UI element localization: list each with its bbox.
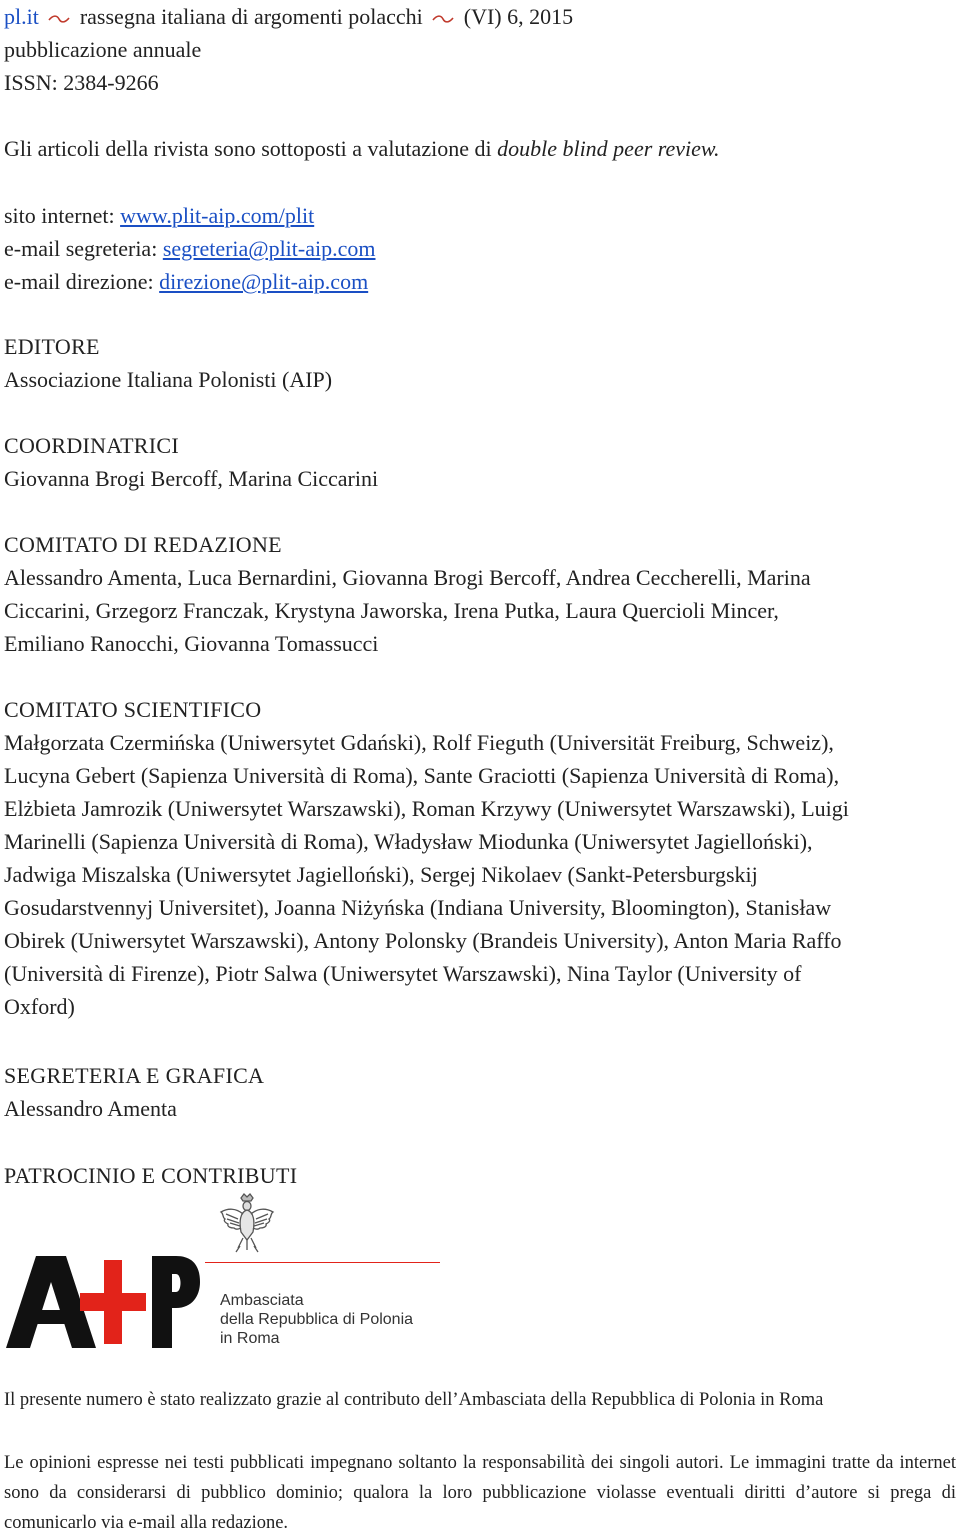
editorial-board-line: Ciccarini, Grzegorz Franczak, Krystyna Jaworska, Irena Putka, Laura Quercioli Mincer,	[4, 598, 779, 623]
scientific-board-line: Małgorzata Czermińska (Uniwersytet Gdański), Rolf Fieguth (Universität Freiburg, Schweiz),	[4, 730, 834, 755]
scientific-board-line: Marinelli (Sapienza Università di Roma), Władysław Miodunka (Uniwersytet Jagielloński),	[4, 829, 813, 854]
polish-eagle-emblem-icon	[218, 1192, 276, 1254]
scientific-board-line: Oxford)	[4, 994, 75, 1019]
scientific-board-line: Jadwiga Miszalska (Uniwersytet Jagielloński), Sergej Nikolaev (Sankt-Petersburgskij	[4, 862, 758, 887]
scientific-board-line: Lucyna Gebert (Sapienza Università di Roma), Sante Graciotti (Sapienza Università di Roma),	[4, 763, 840, 788]
section-title-redazione: COMITATO DI REDAZIONE	[4, 532, 282, 557]
peer-review-emphasis: double blind peer review.	[497, 136, 720, 161]
peer-review-note	[4, 132, 956, 165]
journal-issue: (VI) 6, 2015	[463, 4, 574, 29]
coordinators-names: Giovanna Brogi Bercoff, Marina Ciccarini	[4, 466, 379, 491]
peer-review-text: Gli articoli della rivista sono sottoposti a valutazione di	[4, 136, 492, 161]
scientific-board-line: (Università di Firenze), Piotr Salwa (Uniwersytet Warszawski), Nina Taylor (University of	[4, 961, 802, 986]
website-label: sito internet:	[4, 203, 115, 228]
secretary-email-line	[4, 232, 956, 265]
direction-email-line	[4, 265, 956, 298]
wave-ornament-icon	[48, 14, 70, 24]
journal-header-line	[4, 0, 956, 33]
embassy-logo-line: Ambasciata	[220, 1292, 304, 1309]
section-title-segreteria: SEGRETERIA E GRAFICA	[4, 1063, 265, 1088]
embassy-logo-line: della Repubblica di Polonia	[220, 1311, 414, 1328]
section-title-patrocinio: PATROCINIO E CONTRIBUTI	[4, 1163, 298, 1188]
journal-subtitle: rassegna italiana di argomenti polacchi	[79, 4, 423, 29]
secretary-email-label: e-mail segreteria:	[4, 236, 158, 261]
editorial-board-line: Alessandro Amenta, Luca Bernardini, Giovanna Brogi Bercoff, Andrea Ceccherelli, Marina	[4, 565, 811, 590]
section-title-scientifico: COMITATO SCIENTIFICO	[4, 697, 262, 722]
embassy-logo-line: in Roma	[220, 1330, 280, 1347]
publisher-name: Associazione Italiana Polonisti (AIP)	[4, 367, 333, 392]
editorial-board-line: Emiliano Ranocchi, Giovanna Tomassucci	[4, 631, 379, 656]
scientific-board-line: Obirek (Uniwersytet Warszawski), Antony Polonsky (Brandeis University), Anton Maria Raffo	[4, 928, 842, 953]
scientific-board-line: Elżbieta Jamrozik (Uniwersytet Warszawski), Roman Krzywy (Uniwersytet Warszawski), Luigi	[4, 796, 849, 821]
disclaimer: Le opinioni espresse nei testi pubblicati impegnano soltanto la responsabilità dei singoli autori. Le immagini tratte da internet sono da considerarsi di pubblico dominio; qualora la loro pubblicazione violasse eventuali diritti d’autore si prega di comunicarlo via e-mail alla redazione.	[4, 1453, 956, 1533]
website-link[interactable]: www.plit-aip.com/plit	[120, 203, 315, 228]
scientific-board-line: Gosudarstvennyj Universitet), Joanna Niżyńska (Indiana University, Bloomington), Stanisław	[4, 895, 832, 920]
wave-ornament-icon	[432, 14, 454, 24]
section-title-coordinatrici: COORDINATRICI	[4, 433, 180, 458]
aip-logo-icon	[6, 1256, 200, 1348]
secretary-email-link[interactable]: segreteria@plit-aip.com	[162, 236, 376, 261]
website-line	[4, 199, 956, 232]
contribution-note: Il presente numero è stato realizzato grazie al contributo dell’Ambasciata della Repubblica di Polonia in Roma	[4, 1390, 824, 1410]
publication-frequency: pubblicazione annuale	[4, 37, 202, 62]
section-title-editore: EDITORE	[4, 334, 100, 359]
journal-brand: pl.it	[4, 4, 39, 29]
embassy-logo	[220, 1291, 413, 1348]
issn: ISSN: 2384-9266	[4, 70, 159, 95]
embassy-logo-rule	[205, 1262, 440, 1263]
direction-email-label: e-mail direzione:	[4, 269, 154, 294]
direction-email-link[interactable]: direzione@plit-aip.com	[159, 269, 369, 294]
secretary-name: Alessandro Amenta	[4, 1096, 177, 1121]
